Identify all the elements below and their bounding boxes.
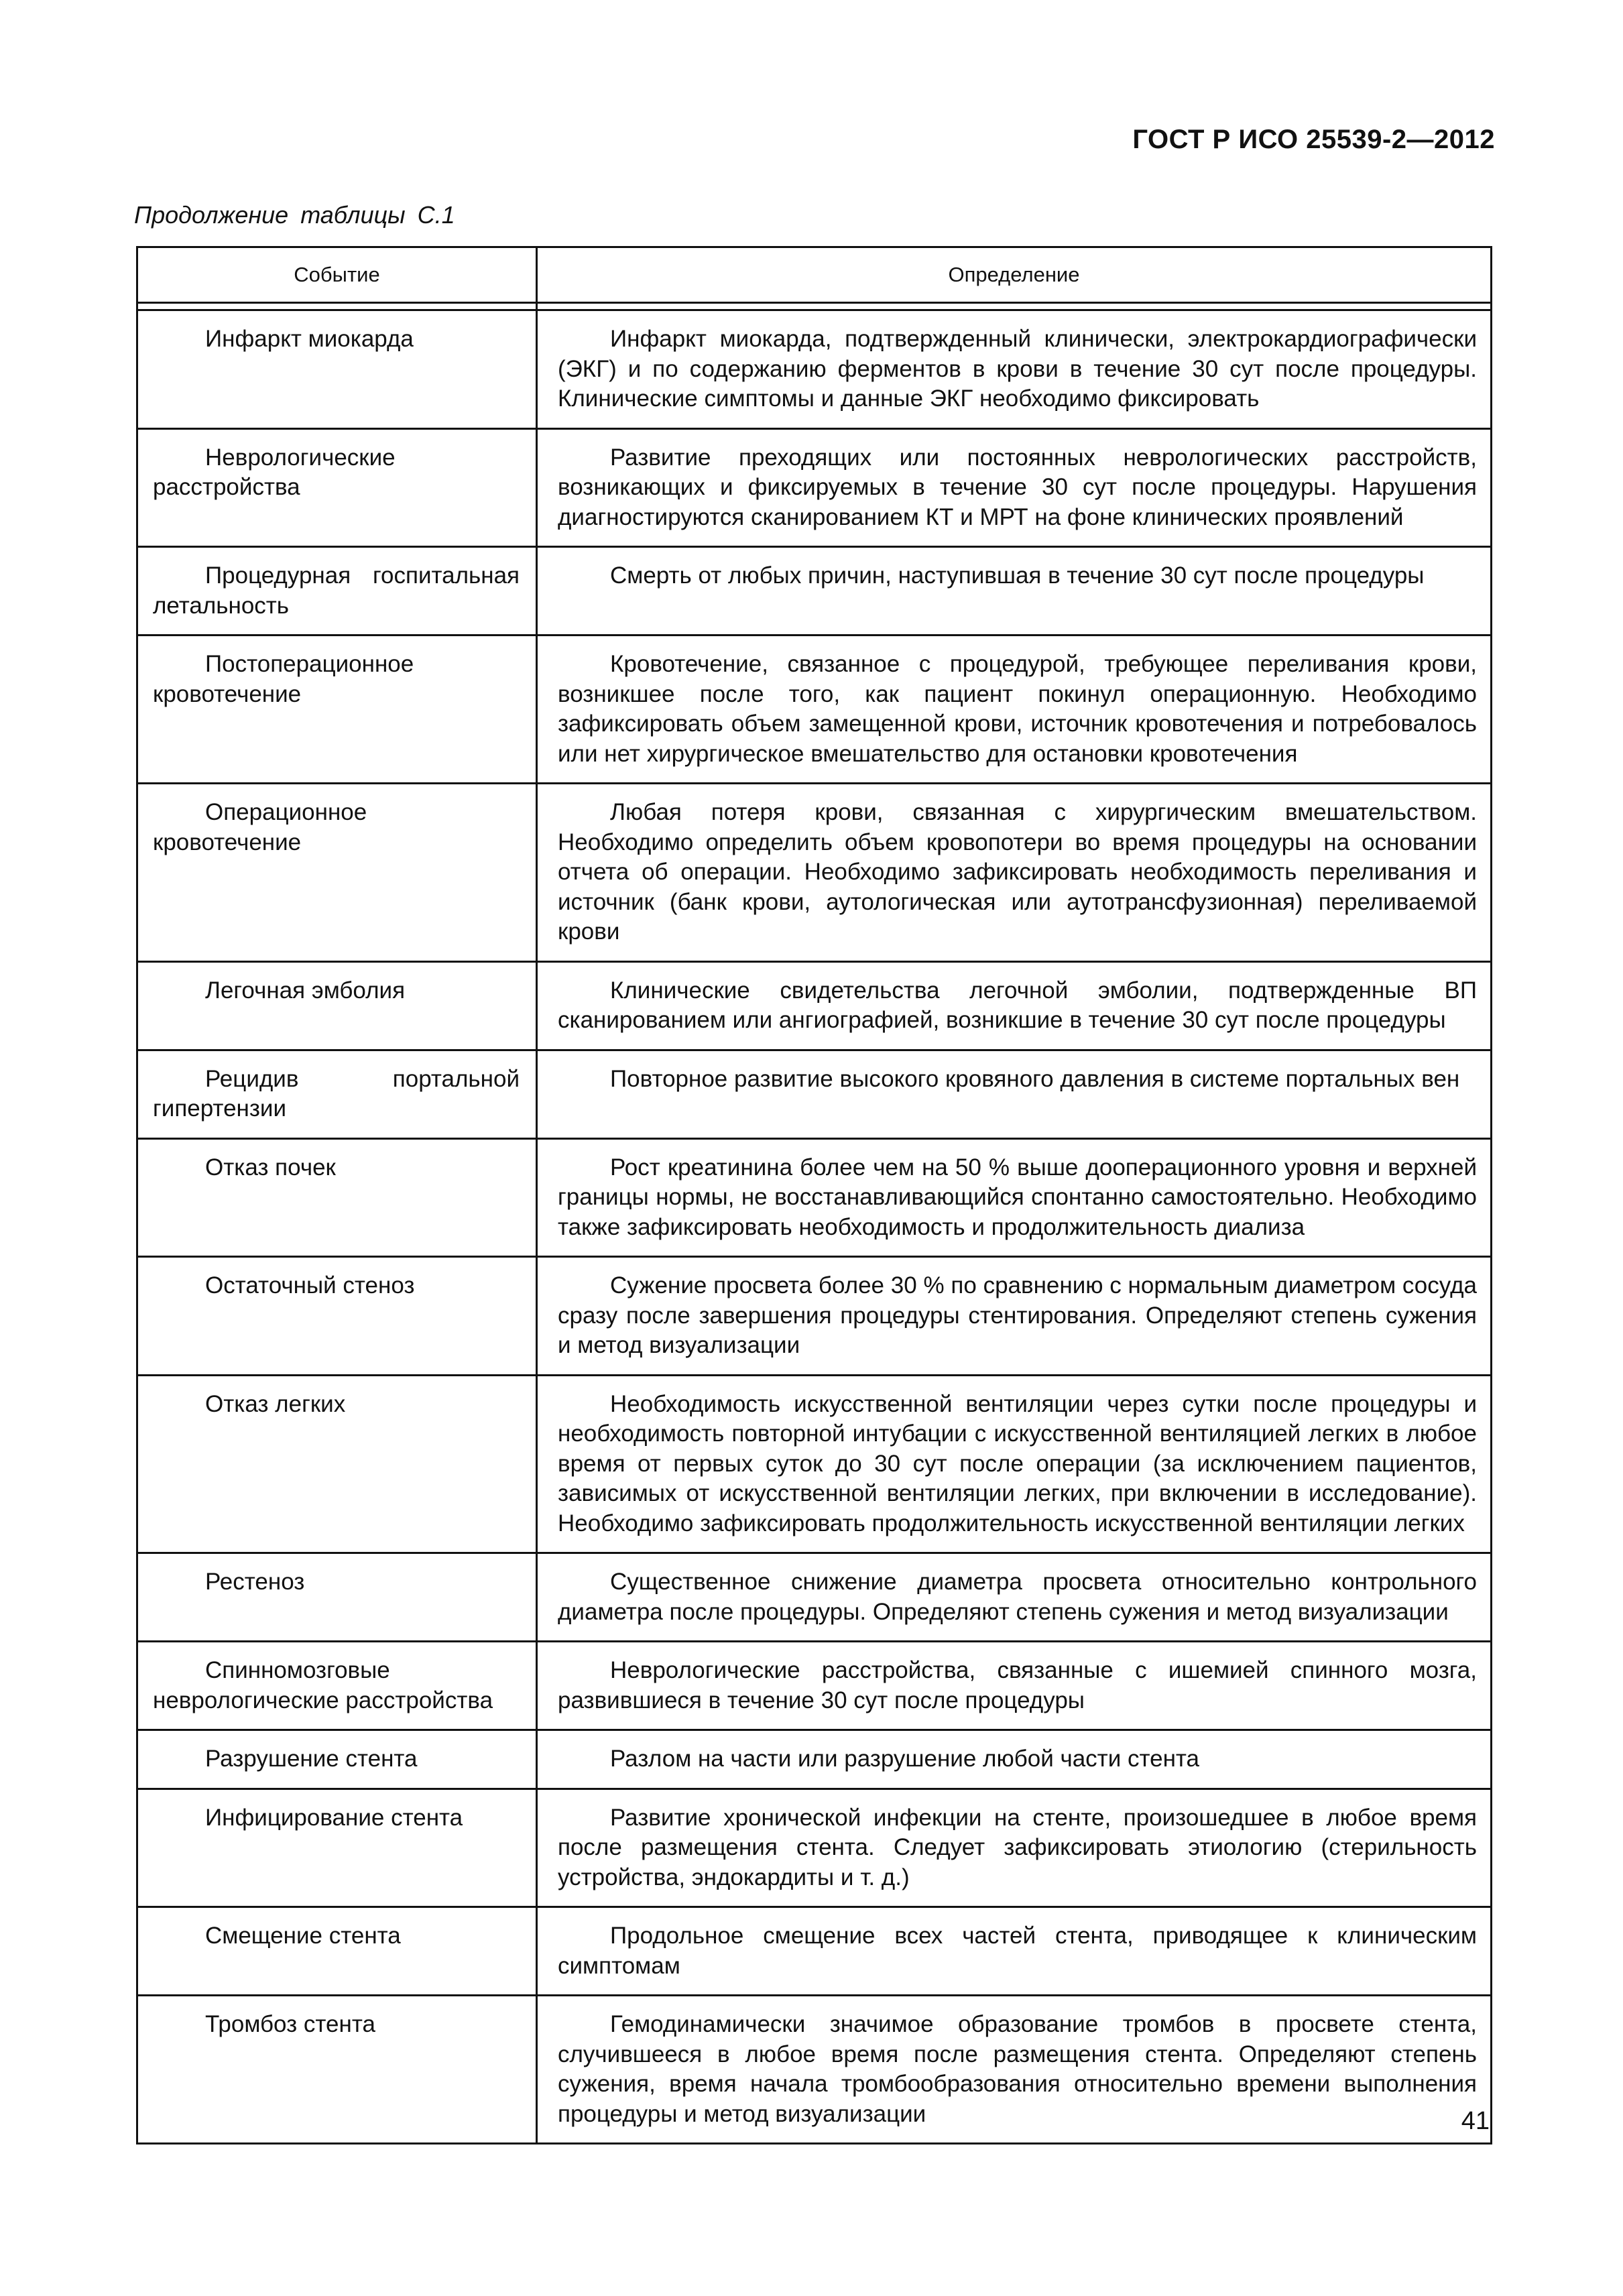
event-cell: Тромбоз стента <box>137 1996 537 2144</box>
table-row <box>137 784 1492 962</box>
column-header-definition: Определение <box>537 247 1492 303</box>
event-cell: Процедурная госпитальная летальность <box>137 547 537 636</box>
document-code: ГОСТ Р ИСО 25539-2—2012 <box>1132 125 1495 154</box>
definition-cell: Рост креатинина более чем на 50 % выше дооперационного уровня и верхней границы нормы, не восстанавливающийся спонтанно самостоятельно. Необходимо также зафиксировать необходимость и продолжительность диализа <box>537 1138 1492 1257</box>
table-row <box>137 310 1492 429</box>
definition-cell: Кровотечение, связанное с процедурой, требующее переливания крови, возникшее после того, как пациент покинул операционную. Необходимо зафиксировать объем замещенной крови, источник кровотечения и потребовалось или нет хирургическое вмешательство для остановки кровотечения <box>537 636 1492 784</box>
definition-cell: Смерть от любых причин, наступившая в течение 30 сут после процедуры <box>537 547 1492 636</box>
definition-cell: Сужение просвета более 30 % по сравнению с нормальным диаметром сосуда сразу после завершения процедуры стентирования. Определяют степень сужения и метод визуализации <box>537 1257 1492 1376</box>
table-row <box>137 1257 1492 1376</box>
definition-cell: Повторное развитие высокого кровяного давления в системе портальных вен <box>537 1050 1492 1138</box>
event-cell: Отказ почек <box>137 1138 537 1257</box>
definitions-table <box>136 246 1492 2144</box>
definition-cell: Необходимость искусственной вентиляции через сутки после процедуры и необходимость повторной интубации с искусственной вентиляцией легких в любое время от первых суток до 30 сут после операции (за исключением пациентов, зависимых от искусственной вентиляции легких, при включении в исследование). Необходимо зафиксировать продолжительность искусственной вентиляции легких <box>537 1375 1492 1553</box>
event-cell: Спинномозговые неврологические расстройства <box>137 1642 537 1730</box>
definition-cell: Любая потеря крови, связанная с хирургическим вмешательством. Необходимо определить объем кровопотери во время процедуры на основании отчета об операции. Необходимо зафиксировать необходимость переливания и источник (банк крови, аутологическая или аутотрансфузионная) переливаемой крови <box>537 784 1492 962</box>
definition-cell: Продольное смещение всех частей стента, приводящее к клиническим симптомам <box>537 1907 1492 1996</box>
table-row <box>137 1138 1492 1257</box>
table-row <box>137 1789 1492 1907</box>
table-row <box>137 1375 1492 1553</box>
event-cell: Разрушение стента <box>137 1730 537 1789</box>
event-cell: Рецидив портальной гипертензии <box>137 1050 537 1138</box>
definition-cell: Развитие преходящих или постоянных неврологических расстройств, возникающих и фиксируемых в течение 30 сут после процедуры. Нарушения диагностируются сканированием КТ и МРТ на фоне клинических проявлений <box>537 428 1492 547</box>
definition-cell: Клинические свидетельства легочной эмболии, подтвержденные ВП сканированием или ангиографией, возникшие в течение 30 сут после процедуры <box>537 961 1492 1050</box>
page-number: 41 <box>1461 2107 1490 2135</box>
event-cell: Инфицирование стента <box>137 1789 537 1907</box>
table-row <box>137 961 1492 1050</box>
table-row <box>137 428 1492 547</box>
table-row <box>137 1642 1492 1730</box>
table-row <box>137 547 1492 636</box>
table-body <box>137 303 1492 2144</box>
event-cell: Неврологические расстройства <box>137 428 537 547</box>
header-separator <box>137 303 1492 310</box>
event-cell: Инфаркт миокарда <box>137 310 537 429</box>
table-row <box>137 1996 1492 2144</box>
event-cell: Рестеноз <box>137 1553 537 1642</box>
definition-cell: Гемодинамически значимое образование тромбов в просвете стента, случившееся в любое время после размещения стента. Определяют степень сужения, время начала тромбообразования относительно времени выполнения процедуры и метод визуализации <box>537 1996 1492 2144</box>
table-row <box>137 1553 1492 1642</box>
definition-cell: Развитие хронической инфекции на стенте, произошедшее в любое время после размещения стента. Следует зафиксировать этиологию (стерильность устройства, эндокардиты и т. д.) <box>537 1789 1492 1907</box>
event-cell: Легочная эмболия <box>137 961 537 1050</box>
table-row <box>137 1730 1492 1789</box>
event-cell: Остаточный стеноз <box>137 1257 537 1376</box>
column-header-event: Событие <box>137 247 537 303</box>
definition-cell: Инфаркт миокарда, подтвержденный клинически, электрокардиографически (ЭКГ) и по содержанию ферментов в крови в течение 30 сут после процедуры. Клинические симптомы и данные ЭКГ необходимо фиксировать <box>537 310 1492 429</box>
definition-cell: Разлом на части или разрушение любой части стента <box>537 1730 1492 1789</box>
event-cell: Отказ легких <box>137 1375 537 1553</box>
table-row <box>137 1907 1492 1996</box>
table-caption: Продолжение таблицы С.1 <box>134 201 455 229</box>
event-cell: Операционное кровотечение <box>137 784 537 962</box>
definition-cell: Неврологические расстройства, связанные с ишемией спинного мозга, развившиеся в течение 30 сут после процедуры <box>537 1642 1492 1730</box>
definition-cell: Существенное снижение диаметра просвета относительно контрольного диаметра после процедуры. Определяют степень сужения и метод визуализации <box>537 1553 1492 1642</box>
event-cell: Смещение стента <box>137 1907 537 1996</box>
table-row <box>137 636 1492 784</box>
table-header-row <box>137 247 1492 303</box>
table-row <box>137 1050 1492 1138</box>
event-cell: Постоперационное кровотечение <box>137 636 537 784</box>
